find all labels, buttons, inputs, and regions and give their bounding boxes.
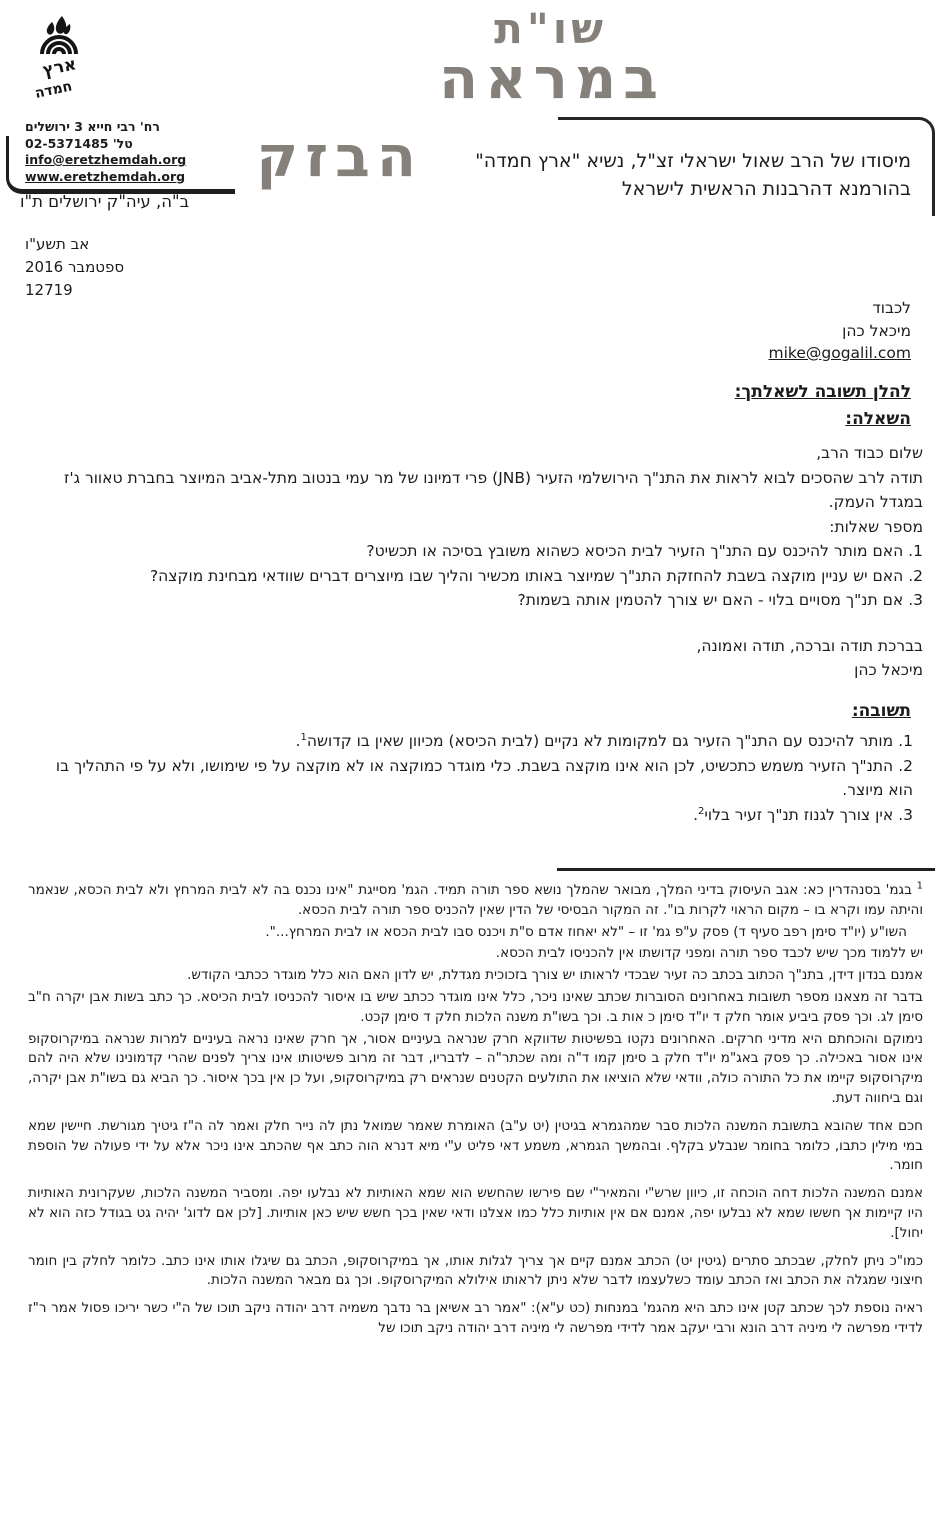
question-body bbox=[30, 441, 923, 683]
question-intro: תודה לרב שהסכים לבוא לראות את התנ"ך הירושלמי הזעיר (JNB) פרי דמיונו של מר עמי בנטוב מתל-אביב המיוצר בחברת טאוור ג'ז במגדל העמק. bbox=[64, 468, 923, 511]
question-item: 2. האם יש עניין מוקצה בשבת להחזקת התנ"ך שמיוצר באותו מכשיר והליך שבו מיוצרים דברים שוודאי מבחינת מוקצה? bbox=[149, 566, 923, 585]
question-list-intro: מספר שאלות: bbox=[829, 517, 923, 536]
eretz-hemdah-logo-icon bbox=[24, 14, 94, 114]
question-closing: בברכת תודה וברכה, תודה ואמונה, bbox=[696, 636, 923, 655]
footnote-paragraph: $^1$ בגמ' בסנהדרין כא: אגב העיסוק בדיני המלך, מבואר שהמלך נושא ספר תורה תמיד. הגמ' מסייגת "אינו נכנס בה לא לבית המרחץ ולא לבית הכסא, שנאמר והיתה עמו וקרא בו – מקום הראוי לקרות בו". זה המקור הבסיסי של הדין שאין להכניס ספר תורה לבית הכסא. bbox=[28, 880, 923, 918]
title-bemareh: במראה bbox=[439, 46, 665, 112]
question-item: 1. האם מותר להיכנס עם התנ"ך הזעיר לבית הכיסא כשהוא משובץ בסיכה או תכשיט? bbox=[366, 542, 923, 560]
question-greeting: שלום כבוד הרב, bbox=[816, 444, 923, 462]
question-signature: מיכאל כהן bbox=[854, 661, 923, 679]
contact-phone: טל' 02-5371485 bbox=[25, 135, 133, 151]
footnote-paragraph: ראיה נוספת לכך שכתב קטן אינו כתב היא מהגמ' במנחות (כט ע"א): "אמר רב אשיאן בר נדבך משמיה דרב יהודה ניקב תוכו של ה"י כשר יריכו פסול אמר ר"ז לדידי מפרשה לי מיניה דרב הונא ורבי יעקב אמר לדידי מפרשה לי מיניה דרב יהודה ניקב תוכו של bbox=[28, 1300, 923, 1336]
answer-item: 3.אין צורך לגנוז תנ"ך זעיר בלוי$^2$. bbox=[693, 805, 913, 824]
answer-header: תשובה: bbox=[851, 701, 911, 721]
footnote-paragraph: נימוקם והוכחתם היא מדיני חרקים. האחרונים נקטו בפשיטות שדווקא חרק שנראה בעיניים אסור, אך חרק שאינו נראה בעיניים למרות שנראה במיקרוסקופ אינו אסור באכילה. כך פסק באג"מ יו"ד חלק ב סימן קמו ד"ה ומה שכתר"ה – לדבריו, דבר זה מרוב פשיטותו אינו צריך לפנים שהרי קדמונינו שלא היה להם מיקרוסקופ קיימו את כל התורה כולה, וודאי שלא הוציאו את התולעים הקטנים שנראים רק במיקרוסקופ, ועל כן אין בכך איסור. כך הביא גם בשו"ת אבן יקרה, וגם ביחווה דעת. bbox=[28, 1030, 923, 1106]
subtitle-line-2: בהורמנא דהרבנות הראשית לישראל bbox=[621, 178, 911, 200]
addressee-salutation: לכבוד bbox=[872, 299, 911, 317]
footnote-paragraph: השו"ע (יו"ד סימן רפב סעיף ד) פסק ע"פ גמ' זו – "לא יאחוז אדם ס"ת ויכנס סבו לבית הכסא או לבית המרחץ...". bbox=[265, 923, 907, 940]
footnote-marker: 1 bbox=[916, 880, 923, 892]
letterhead-subtitle bbox=[351, 147, 911, 203]
answer-item: 1.מותר להיכנס עם התנ"ך הזעיר גם למקומות לא נקיים (לבית הכיסא) מכיוון שאין בו קדושה$^1$. bbox=[295, 731, 913, 750]
blessing-line: ב"ה, עיה"ק ירושלים ת"ו bbox=[20, 192, 190, 211]
footnote-paragraph: יש ללמוד מכך שיש לכבד ספר תורה ומפני קדושתו אין להכניסו לבית הכסא. bbox=[495, 945, 923, 962]
answer-item-number: 3. bbox=[898, 805, 913, 824]
addressee-block bbox=[769, 297, 911, 365]
answer-item bbox=[30, 754, 913, 803]
reference-number: 12719 bbox=[25, 281, 73, 299]
contact-email-link[interactable]: info@eretzhemdah.org bbox=[25, 152, 187, 167]
answer-item-number: 1. bbox=[898, 732, 913, 750]
contact-website-link[interactable]: www.eretzhemdah.org bbox=[25, 168, 186, 184]
footnote-paragraph: אמנם בנדון דידן, בתנ"ך הכתוב בכתב כה זעיר שבכדי לראותו יש צורך בזכוכית מגדלת, יש לדון האם הוא כלל מוגדר ככתבי הקודש. bbox=[187, 967, 923, 984]
subtitle-line-1: מיסודו של הרב שאול ישראלי זצ"ל, נשיא "ארץ חמדה" bbox=[475, 150, 911, 172]
footnote-reference: 1 bbox=[300, 731, 307, 743]
contact-address: רח' רבי חייא 3 ירושלים bbox=[25, 119, 160, 134]
footnote-paragraph: כמו"כ ניתן לחלק, שבכתב סתרים (גיטין יט) הכתב אמנם קיים אך צריך לגלות אותו, אך במיקרוסקופ, הכתב גם שיגלו אותו אינו כתב. כלומר לחלק בין חומר חיצוני שמגלה את הכתב ואז הכתב עומד כשלעצמו לדבר שלא ניתן לראותו אילולא המיקרוסקופ. וכך גם מבאר המשנה הלכות. bbox=[28, 1252, 923, 1289]
question-item: 3. אם תנ"ך מסויים בלוי - האם יש צורך להטמין אותה בשמות? bbox=[517, 591, 923, 609]
title-shut: שו"ת bbox=[494, 4, 607, 53]
gregorian-date: ספטמבר 2016 bbox=[25, 258, 125, 276]
answer-item-text: התנ"ך הזעיר משמש כתכשיט, לכן הוא אינו מוקצה בשבת. כלי מוגדר כמוקצה או לא מוקצה על פי שימושו, ולא על פי התהליך בו הוא מיוצר. bbox=[55, 756, 913, 799]
addressee-email-link[interactable]: mike@gogalil.com bbox=[768, 344, 911, 362]
answer-item-text: אין צורך לגנוז תנ"ך זעיר בלוי bbox=[704, 805, 894, 824]
footnote-paragraph: חכם אחד שהובא בתשובת המשנה הלכות סבר שמהגמרא בגיטין (יט ע"ב) האומרת שאמר שמואל נתן לה נייר חלק ואמר לה ה"ז גיטיך מגורשת. חיישין שמא במי מילין כתבו, כלומר בחומר שנבלע בקלף. ובהמשך הגמרא, משמע דאי פליט ע"י מיא דנרא הוה כתב אף שהכתב אינו ניכר אלא על ידי פעולה של הוספת חומר. bbox=[28, 1117, 923, 1174]
title-habazak: הבזק bbox=[256, 124, 423, 190]
answer-item-number: 2. bbox=[898, 756, 913, 775]
addressee-name: מיכאל כהן bbox=[842, 321, 911, 340]
answer-list bbox=[30, 729, 923, 827]
footnote-reference: 2 bbox=[698, 805, 705, 817]
letterhead-left-bracket-line bbox=[6, 136, 235, 194]
date-block bbox=[25, 233, 124, 302]
question-header: השאלה: bbox=[845, 409, 911, 429]
logo-word-top: ארץ bbox=[40, 54, 79, 81]
logo-word-bottom: חמדה bbox=[33, 78, 74, 102]
footnotes-block bbox=[28, 879, 923, 1341]
footnote-paragraph: בדבר זה מצאנו מספר תשובות באחרונים הסוברות שכתב שאינו ניכר, כלל אינו מוגדר ככתב שיש בו איסור להכניסו לבית הכיסא. כך כתב בשות אבן יקרה ח"ב סימן לג. וכך פסק ביביע אומר חלק ד יו"ד סימן כ אות ב. וכך בשו"ת משנה הלכות חלק ד סימן קכט. bbox=[28, 988, 923, 1025]
footnote-paragraph: אמנם המשנה הלכות דחה הוכחה זו, כיוון שרש"י והמאיר"י שם פירשו שהחשש הוא שמא האותיות לא נבלעו יפה. ומסביר המשנה הלכות, שעקרונית האותיות היו קיימות אך חששו שמא לא נבלעו יפה, אמנם אם אין אותיות כלל כמו אצלנו ודאי שאין בכך חשש שיש כאן אותיות. [לכן אם לדוג' יהיה גט בגודל כזה הוא לא יחול]. bbox=[28, 1185, 923, 1241]
hebrew-date: אב תשע"ו bbox=[25, 235, 90, 253]
answer-item-text: מותר להיכנס עם התנ"ך הזעיר גם למקומות לא נקיים (לבית הכיסא) מכיוון שאין בו קדושה bbox=[306, 732, 894, 750]
footnote-separator-line bbox=[557, 868, 935, 871]
response-intro-header: להלן תשובה לשאלתך: bbox=[734, 382, 911, 402]
